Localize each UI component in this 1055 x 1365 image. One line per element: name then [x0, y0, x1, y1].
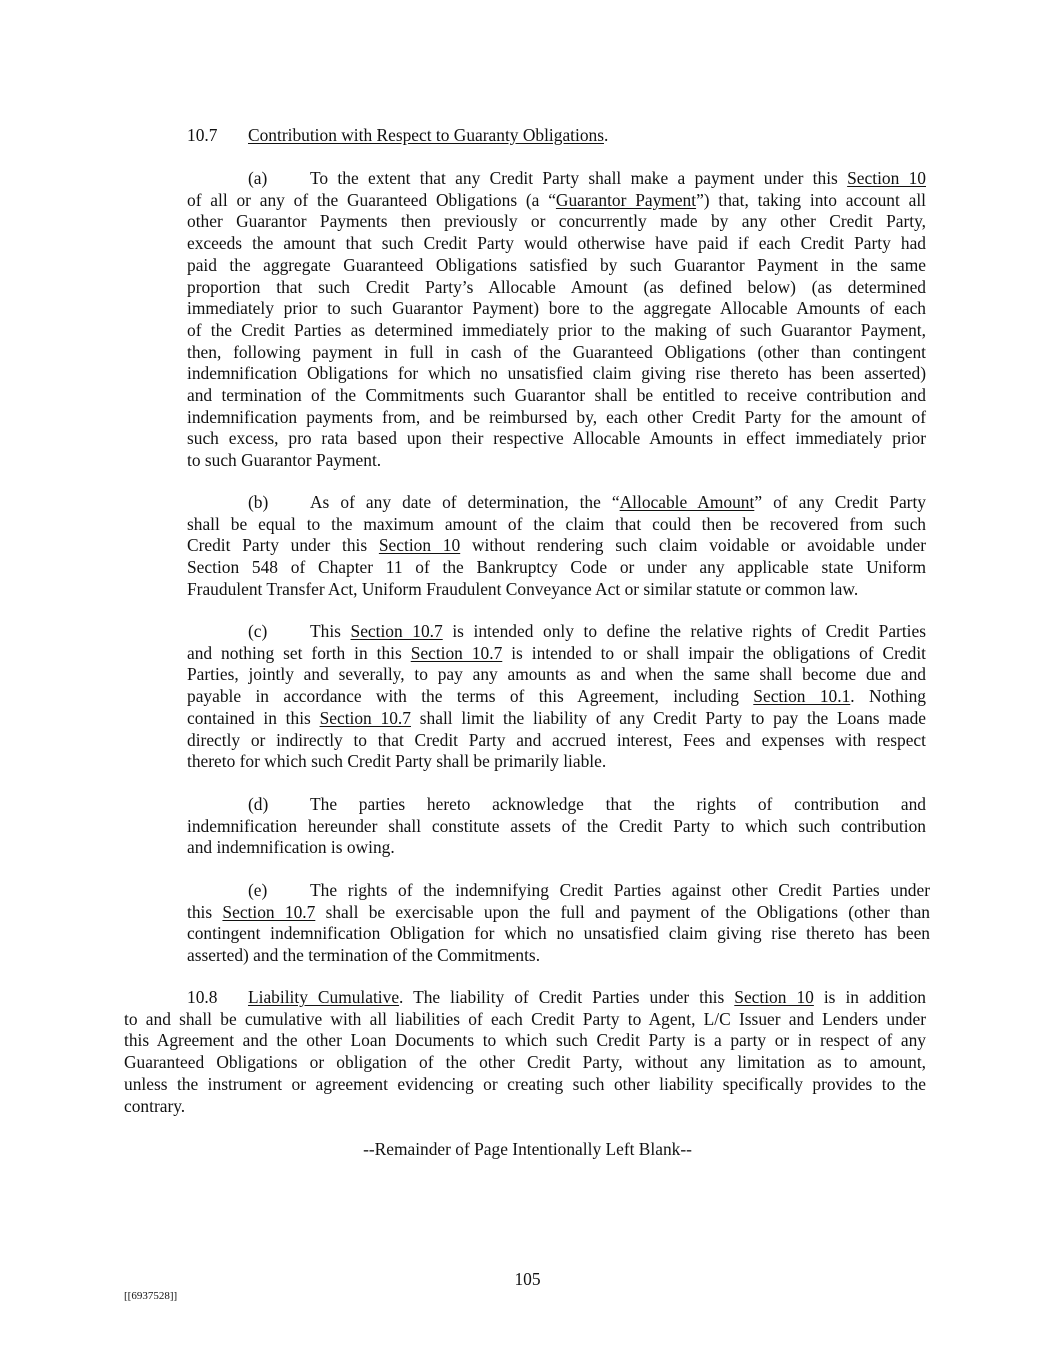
text-run: ” of any Credit Party — [754, 492, 926, 512]
text-run: payable in accordance with the terms of this Agreement, including — [187, 686, 754, 707]
page-number: 105 — [514, 1269, 541, 1289]
paragraph-line — [187, 664, 926, 686]
paragraph-line — [187, 211, 926, 233]
text-run: The parties hereto acknowledge that the rights of contribution and — [310, 794, 926, 814]
cross-reference: Section 10.7 — [319, 707, 411, 728]
paragraph-line — [187, 514, 926, 536]
text-run: proportion that such Credit Party’s Allocable Amount (as defined below) (as determined — [187, 276, 926, 297]
paragraph-line — [187, 880, 930, 902]
paragraph-d — [187, 794, 926, 859]
paragraph-line — [187, 320, 926, 342]
paragraph-line — [187, 450, 926, 472]
paragraph-e — [187, 880, 930, 967]
text-run: is in addition — [813, 987, 926, 1007]
paragraph-label: (d) — [248, 794, 269, 814]
cross-reference: Section 10.7 — [222, 901, 316, 922]
text-run: without rendering such claim voidable or avoidable under — [460, 535, 927, 556]
text-run: contained in this — [187, 707, 320, 728]
section-title: Contribution with Respect to Guaranty Obligations — [248, 125, 604, 145]
remainder-note: --Remainder of Page Intentionally Left Blank-- — [363, 1139, 692, 1159]
text-run: To the extent that any Credit Party shall make a payment under this — [310, 168, 848, 188]
text-run: this — [187, 901, 223, 922]
paragraph-line — [187, 643, 926, 665]
text-run: asserted) and the termination of the Commitments. — [187, 945, 541, 966]
cross-reference: Section 10.1 — [753, 686, 851, 707]
paragraph-line — [187, 298, 926, 320]
paragraph-line — [187, 923, 930, 945]
text-run: shall be exercisable upon the full and payment of the Obligations (other than — [315, 901, 930, 922]
text-run: then, following payment in full in cash of the Guaranteed Obligations (other than contingent — [187, 341, 926, 362]
paragraph-line — [187, 708, 926, 730]
paragraph-line — [187, 168, 926, 190]
text-run: Parties, jointly and severally, to pay any amounts as and when the same shall become due and — [187, 664, 926, 685]
paragraph-label: (c) — [248, 621, 268, 641]
text-run: Guaranteed Obligations or obligation of the other Credit Party, without any limitation as to amount, — [124, 1052, 926, 1073]
paragraph-line — [187, 794, 926, 816]
cross-reference: Section 10 — [734, 987, 814, 1007]
paragraph-line — [187, 945, 930, 967]
text-run: directly or indirectly to that Credit Party and accrued interest, Fees and expenses with respect — [187, 729, 926, 750]
paragraph-line — [187, 342, 926, 364]
text-run: contrary. — [124, 1095, 186, 1116]
text-run: indemnification payments from, and be reimbursed by, each other Credit Party for the amount of — [187, 406, 926, 427]
paragraph-line — [187, 492, 926, 514]
text-run: Section 548 of Chapter 11 of the Bankruptcy Code or under any applicable state Uniform — [187, 557, 926, 578]
title-period: . — [603, 125, 609, 145]
text-run: Fraudulent Transfer Act, Uniform Fraudulent Conveyance Act or similar statute or common law. — [187, 578, 859, 599]
paragraph-line — [124, 987, 926, 1009]
text-run: and nothing set forth in this — [187, 642, 411, 663]
paragraph-line — [187, 557, 926, 579]
paragraph-line — [187, 428, 926, 450]
text-run: . The liability of Credit Parties under this — [399, 987, 735, 1007]
text-run: and termination of the Commitments such Guarantor shall be entitled to receive contribution and — [187, 385, 926, 406]
text-run: indemnification Obligations for which no unsatisfied claim giving rise thereto has been asserted) — [187, 363, 926, 384]
paragraph-line — [124, 1074, 926, 1096]
text-run: immediately prior to such Guarantor Payment) bore to the aggregate Allocable Amounts of each — [187, 298, 926, 319]
paragraph-label: (b) — [248, 492, 269, 512]
paragraph-line — [187, 190, 926, 212]
paragraph-line — [187, 277, 926, 299]
paragraph-line — [124, 1009, 926, 1031]
text-run: unless the instrument or agreement evidencing or creating such other liability specifically provides to the — [124, 1073, 926, 1094]
cross-reference: Guarantor Payment — [555, 189, 697, 210]
paragraph-line — [187, 751, 926, 773]
paragraph-line — [187, 255, 926, 277]
text-run: paid the aggregate Guaranteed Obligations satisfied by such Guarantor Payment in the same — [187, 254, 926, 275]
paragraph-label: (e) — [248, 880, 268, 900]
section-10-8 — [124, 987, 926, 1117]
text-run: of the Credit Parties as determined immediately prior to the making of such Guarantor Payment, — [187, 319, 926, 340]
paragraph-c — [187, 621, 926, 773]
section-10-7-heading — [187, 124, 608, 146]
paragraph-line — [187, 233, 926, 255]
paragraph-line — [124, 1096, 926, 1118]
text-run: of all or any of the Guaranteed Obligations (a “ — [187, 189, 556, 210]
paragraph-line — [187, 686, 926, 708]
text-run: shall limit the liability of any Credit Party to pay the Loans made — [410, 707, 926, 728]
paragraph-line — [187, 535, 926, 557]
paragraph-b — [187, 492, 926, 601]
cross-reference: Section 10 — [378, 535, 461, 556]
paragraph-line — [187, 816, 926, 838]
text-run: other Guarantor Payments then previously or concurrently made by any other Credit Party, — [187, 211, 926, 232]
section-title: Liability Cumulative — [248, 987, 400, 1007]
text-run: This — [310, 621, 351, 641]
text-run: indemnification hereunder shall constitute assets of the Credit Party to which such contribution — [187, 815, 926, 836]
paragraph-line — [187, 363, 926, 385]
text-run: to such Guarantor Payment. — [187, 450, 382, 471]
text-run: shall be equal to the maximum amount of the claim that could then be recovered from such — [187, 513, 926, 534]
text-run: exceeds the amount that such Credit Party would otherwise have paid if each Credit Party had — [187, 233, 926, 254]
cross-reference: Section 10 — [847, 168, 926, 188]
paragraph-line — [187, 579, 926, 601]
paragraph-line — [187, 837, 926, 859]
text-run: thereto for which such Credit Party shall be primarily liable. — [187, 751, 607, 772]
text-run: As of any date of determination, the “ — [310, 492, 620, 512]
paragraph-label: (a) — [248, 168, 268, 188]
paragraph-line — [124, 1030, 926, 1052]
paragraph-line — [187, 407, 926, 429]
section-number: 10.8 — [187, 987, 218, 1007]
cross-reference: Section 10.7 — [350, 621, 443, 641]
text-run: is intended only to define the relative rights of Credit Parties — [442, 621, 926, 641]
paragraph-line — [187, 621, 926, 643]
text-run: . Nothing — [850, 686, 927, 707]
document-id: [[6937528]] — [124, 1290, 178, 1302]
text-run: such excess, pro rata based upon their respective Allocable Amounts in effect immediately prior — [187, 428, 926, 449]
paragraph-line — [187, 902, 930, 924]
text-run: The rights of the indemnifying Credit Parties against other Credit Parties under — [310, 880, 930, 900]
text-run: is intended to or shall impair the obligations of Credit — [502, 642, 926, 663]
paragraph-line — [187, 730, 926, 752]
text-run: this Agreement and the other Loan Documents to which such Credit Party is a party or in respect of any — [124, 1030, 926, 1051]
paragraph-line — [187, 385, 926, 407]
text-run: to and shall be cumulative with all liabilities of each Credit Party to Agent, L/C Issuer and Lenders under — [124, 1008, 926, 1029]
cross-reference: Allocable Amount — [619, 492, 755, 512]
text-run: contingent indemnification Obligation for which no unsatisfied claim giving rise thereto has been — [187, 923, 930, 944]
paragraph-line — [124, 1052, 926, 1074]
cross-reference: Section 10.7 — [410, 642, 503, 663]
section-number: 10.7 — [187, 125, 218, 145]
text-run: Credit Party under this — [187, 535, 379, 556]
text-run: ”) that, taking into account all — [696, 189, 926, 210]
paragraph-a — [187, 168, 926, 472]
text-run: and indemnification is owing. — [187, 837, 395, 858]
